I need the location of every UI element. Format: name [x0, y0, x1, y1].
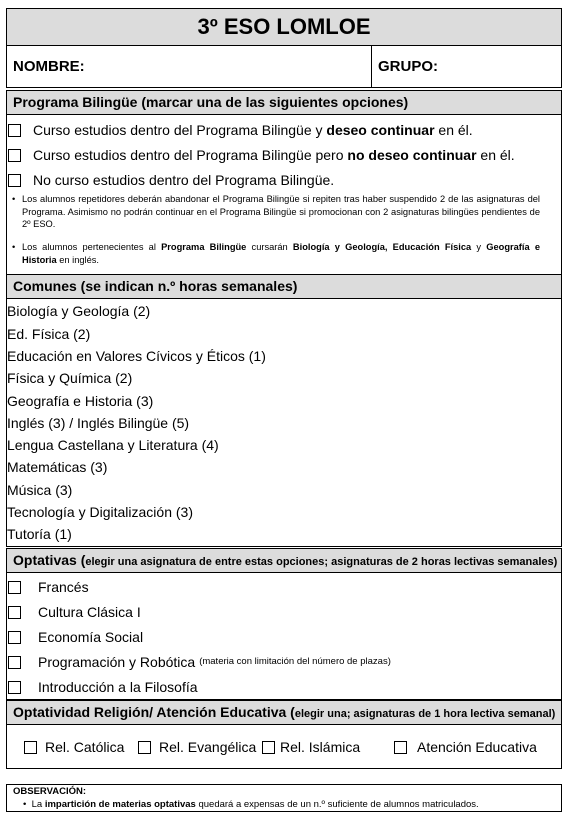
comunes-heading: Comunes (se indican n.º horas semanales)	[6, 274, 562, 299]
religion-option-islamica[interactable]: Rel. Islámica	[262, 738, 360, 756]
name-group-row	[6, 45, 562, 88]
checkbox-icon[interactable]	[24, 741, 37, 754]
subject-musica: Música (3)	[7, 482, 73, 498]
checkbox-icon[interactable]	[8, 681, 21, 694]
form-title: 3º ESO LOMLOE	[6, 8, 562, 46]
optativa-programacion-robotica[interactable]: Programación y Robótica (materia con limitación del número de plazas)	[8, 653, 391, 671]
optativa-economia-social[interactable]: Economía Social	[8, 628, 143, 646]
religion-option-catolica[interactable]: Rel. Católica	[24, 738, 124, 756]
subject-valores-civicos: Educación en Valores Cívicos y Éticos (1)	[7, 348, 266, 364]
checkbox-icon[interactable]	[262, 741, 275, 754]
subject-lengua: Lengua Castellana y Literatura (4)	[7, 437, 219, 453]
observacion-box	[6, 784, 562, 812]
bilingue-note-materias: • Los alumnos pertenecientes al Programa Bilingüe cursarán Biología y Geología, Educación Física y Geografía e Historia en inglés.	[12, 242, 541, 265]
religion-option-evangelica[interactable]: Rel. Evangélica	[138, 738, 256, 756]
checkbox-icon[interactable]	[8, 656, 21, 669]
checkbox-icon[interactable]	[8, 631, 21, 644]
bilingue-option-not-continue[interactable]	[8, 146, 515, 164]
subject-biologia: Biología y Geología (2)	[7, 303, 151, 319]
subject-ingles: Inglés (3) / Inglés Bilingüe (5)	[7, 415, 190, 431]
bullet-icon: •	[12, 242, 16, 252]
grupo-field[interactable]	[372, 46, 561, 87]
option-text: Curso estudios dentro del Programa Bilingüe y deseo continuar en él.	[33, 122, 473, 138]
bullet-icon: •	[12, 194, 16, 204]
observacion-label: OBSERVACIÓN:	[13, 786, 87, 797]
subject-ed-fisica: Ed. Física (2)	[7, 326, 91, 342]
bullet-icon: •	[23, 799, 27, 810]
bilingue-note-repetidores: • Los alumnos repetidores deberán abandonar el Programa Bilingüe si repiten tras haber suspendido 2 de las asignaturas del Programa. Asimismo no podrán continuar en el Programa Bilingüe si promocionan con 2 asignaturas bilingües pendientes de 2º ESO.	[12, 194, 540, 229]
checkbox-icon[interactable]	[8, 149, 21, 162]
subject-fisica-quimica: Física y Química (2)	[7, 370, 133, 386]
optativa-frances[interactable]: Francés	[8, 578, 89, 596]
checkbox-icon[interactable]	[8, 174, 21, 187]
grupo-label: GRUPO:	[378, 58, 438, 75]
observacion-text: • La impartición de materias optativas quedará a expensas de un n.º suficiente de alumnos matriculados.	[23, 799, 479, 810]
subject-geografia: Geografía e Historia (3)	[7, 393, 154, 409]
checkbox-icon[interactable]	[8, 124, 21, 137]
checkbox-icon[interactable]	[8, 581, 21, 594]
subject-tutoria: Tutoría (1)	[7, 526, 72, 542]
subject-tecnologia: Tecnología y Digitalización (3)	[7, 504, 193, 520]
checkbox-icon[interactable]	[138, 741, 151, 754]
bilingue-heading: Programa Bilingüe (marcar una de las siguientes opciones)	[6, 90, 562, 115]
option-text: No curso estudios dentro del Programa Bilingüe.	[33, 172, 335, 188]
bilingue-option-none[interactable]	[8, 171, 334, 189]
subject-matematicas: Matemáticas (3)	[7, 459, 108, 475]
religion-heading: Optatividad Religión/ Atención Educativa (elegir una; asignaturas de 1 hora lectiva semanal)	[6, 700, 562, 725]
optativas-heading: Optativas (elegir una asignatura de entre estas opciones; asignaturas de 2 horas lectivas semanales)	[6, 548, 562, 573]
nombre-label: NOMBRE:	[13, 58, 85, 75]
option-text: Curso estudios dentro del Programa Bilingüe pero no deseo continuar en él.	[33, 147, 515, 163]
robotica-note: (materia con limitación del número de plazas)	[199, 656, 391, 667]
religion-option-atencion-educativa[interactable]: Atención Educativa	[394, 738, 537, 756]
bilingue-option-continue[interactable]	[8, 121, 473, 139]
checkbox-icon[interactable]	[8, 606, 21, 619]
nombre-field[interactable]	[7, 46, 372, 87]
optativa-filosofia[interactable]: Introducción a la Filosofía	[8, 678, 198, 696]
checkbox-icon[interactable]	[394, 741, 407, 754]
optativa-cultura-clasica[interactable]: Cultura Clásica I	[8, 603, 141, 621]
